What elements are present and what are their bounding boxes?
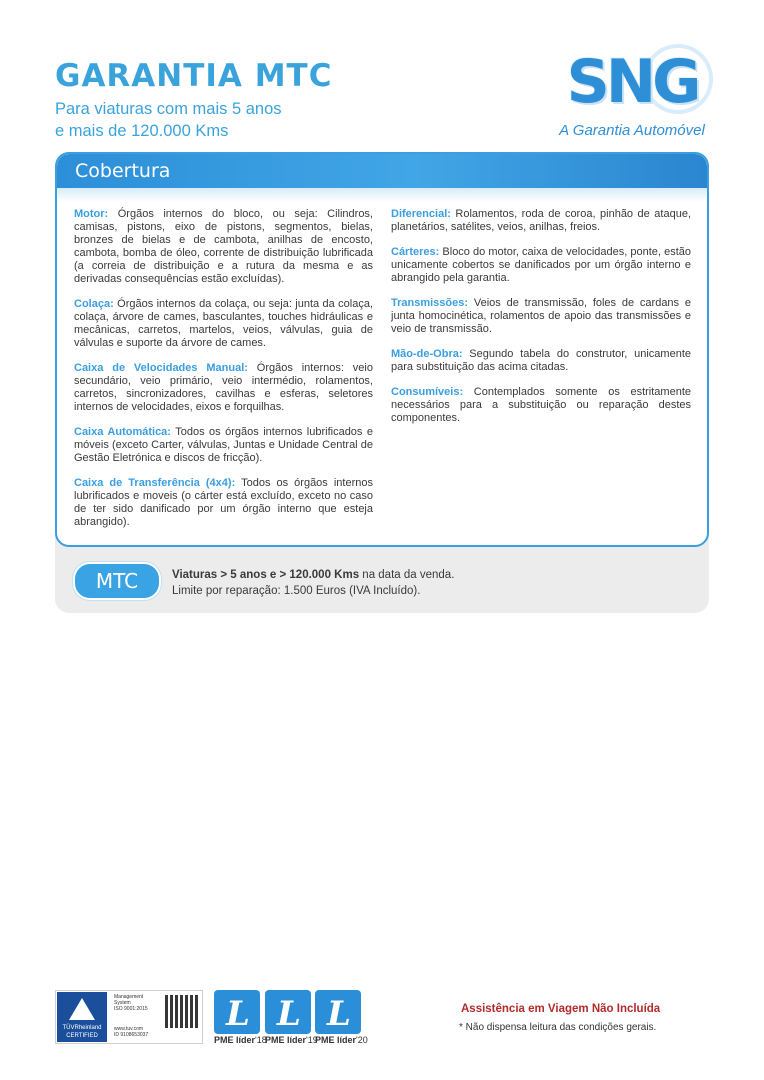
coverage-item-text: Bloco do motor, caixa de velocidades, ponte, estão unicamente cobertos se danificados por um órgão interno e abrangido pela garantia. <box>391 246 691 284</box>
cert-id: ID 9108653037 <box>114 1032 149 1038</box>
coverage-item-label: Caixa de Velocidades Manual: <box>74 362 248 374</box>
pme-award-name: PME líder <box>265 1035 307 1045</box>
tuv-certification <box>55 990 203 1044</box>
subtitle-line-2: e mais de 120.000 Kms <box>55 122 229 140</box>
coverage-item-transmissions <box>391 297 691 336</box>
mtc-badge: MTC <box>73 562 161 600</box>
sng-logo <box>551 44 713 144</box>
tuv-status: CERTIFIED <box>66 1033 98 1039</box>
assistance-notice: Assistência em Viagem Não Incluída <box>461 1003 661 1015</box>
coverage-item-casings <box>391 246 691 285</box>
tuv-badge <box>57 992 107 1042</box>
coverage-item-label: Colaça: <box>74 298 114 310</box>
coverage-item-label: Caixa de Transferência (4x4): <box>74 477 236 489</box>
coverage-item-text: Todos os órgãos internos lubrificados e móveis (exceto Carter, válvulas, Juntas e Unidade Central de Gestão Eletrónica e discos de fricção). <box>74 426 373 464</box>
pme-award-year: '20 <box>356 1035 368 1045</box>
cert-site: www.tuv.com <box>114 1026 144 1032</box>
coverage-right-column <box>391 208 691 437</box>
coverage-header-fade <box>57 188 707 202</box>
cert-info-line: Management <box>114 994 144 1000</box>
mtc-conditions <box>172 567 672 599</box>
coverage-item-text: Órgãos internos da colaça, ou seja: junta da colaça, colaça, árvore de cames, basculantes, touches hidráulicas e mecânicas, carretos, martelos, veios, válvulas, guia de válvulas e suporte da árvore de cames. <box>74 298 373 349</box>
mtc-condition-rest: na data da venda. <box>359 569 455 581</box>
pme-award-18 <box>214 990 267 1046</box>
coverage-item-text: Veios de transmissão, foles de cardans e junta homocinética, rolamentos de apoio das transmissões e veio de transmissão. <box>391 297 691 335</box>
pme-award-year: '18 <box>255 1035 267 1045</box>
mtc-condition-line-1 <box>172 567 672 583</box>
footnote: * Não dispensa leitura das condições gerais. <box>459 1022 657 1033</box>
subtitle-line-1: Para viaturas com mais 5 anos <box>55 100 282 118</box>
coverage-item-label: Caixa Automática: <box>74 426 171 438</box>
coverage-item-automatic-gearbox <box>74 426 373 465</box>
pme-award-icon: L <box>214 990 260 1034</box>
coverage-item-label: Consumíveis: <box>391 386 464 398</box>
page-subtitle <box>55 98 385 142</box>
cert-info-line: ISO 9001:2015 <box>114 1006 148 1012</box>
logo-mark: SNG <box>566 47 698 117</box>
coverage-item-text: Todos os órgãos internos lubrificados e moveis (o cárter está excluído, exceto no caso de ter sido danificado por um órgão interno que esteja abrangido). <box>74 477 373 528</box>
coverage-item-labour <box>391 348 691 374</box>
coverage-item-text: Contemplados somente os estritamente necessários para a substituição ou reparação destes componentes. <box>391 386 691 424</box>
coverage-left-column <box>74 208 373 541</box>
pme-award-name: PME líder <box>214 1035 256 1045</box>
qr-code-icon <box>165 995 198 1028</box>
pme-award-20 <box>315 990 368 1046</box>
pme-award-year: '19 <box>306 1035 318 1045</box>
coverage-item-transfer-case <box>74 477 373 529</box>
pme-award-19 <box>265 990 318 1046</box>
coverage-item-manual-gearbox <box>74 362 373 414</box>
cert-info <box>114 994 164 1038</box>
page-title: GARANTIA MTC <box>55 58 333 94</box>
pme-award-name: PME líder <box>315 1035 357 1045</box>
coverage-item-label: Transmissões: <box>391 297 469 309</box>
coverage-item-label: Cárteres: <box>391 246 440 258</box>
logo-tagline: A Garantia Automóvel <box>559 122 705 139</box>
coverage-title: Cobertura <box>75 160 171 182</box>
coverage-card <box>55 152 709 547</box>
coverage-item-text: Rolamentos, roda de coroa, pinhão de ataque, planetários, satélites, veios, anilhas, freios. <box>391 208 691 233</box>
coverage-item-text: Órgãos internos do bloco, ou seja: Cilindros, camisas, pistons, eixo de pistons, segmentos, bielas, bronzes de bielas e de cambota, anilhas de encosto, cambota, bomba de óleo, corrente de distribuição lubrificada (a correia de distribuição e a rutura da mesma e as derivadas consequências estão excluídas). <box>74 208 373 285</box>
coverage-item-label: Diferencial: <box>391 208 451 220</box>
mtc-condition-line-2: Limite por reparação: 1.500 Euros (IVA Incluído). <box>172 585 421 597</box>
cert-info-line: System <box>114 1000 131 1006</box>
tuv-triangle-icon <box>69 998 95 1020</box>
coverage-item-label: Motor: <box>74 208 109 220</box>
coverage-item-label: Mão-de-Obra: <box>391 348 463 360</box>
coverage-item-colaca <box>74 298 373 350</box>
coverage-item-motor <box>74 208 373 286</box>
mtc-condition-bold: Viaturas > 5 anos e > 120.000 Kms <box>172 569 360 581</box>
pme-award-icon: L <box>315 990 361 1034</box>
pme-award-icon: L <box>265 990 311 1034</box>
coverage-item-consumables <box>391 386 691 425</box>
tuv-name: TÜVRheinland <box>62 1025 102 1031</box>
coverage-item-text: Órgãos internos: veio secundário, veio primário, veio intermédio, rolamentos, carretos, sincronizadores, cavilhas e esferas, seletores internos de velocidades, eixos e forquilhas. <box>74 362 373 413</box>
coverage-item-text: Segundo tabela do construtor, unicamente para substituição das acima citadas. <box>391 348 691 373</box>
coverage-section <box>55 152 709 613</box>
coverage-item-differential <box>391 208 691 234</box>
